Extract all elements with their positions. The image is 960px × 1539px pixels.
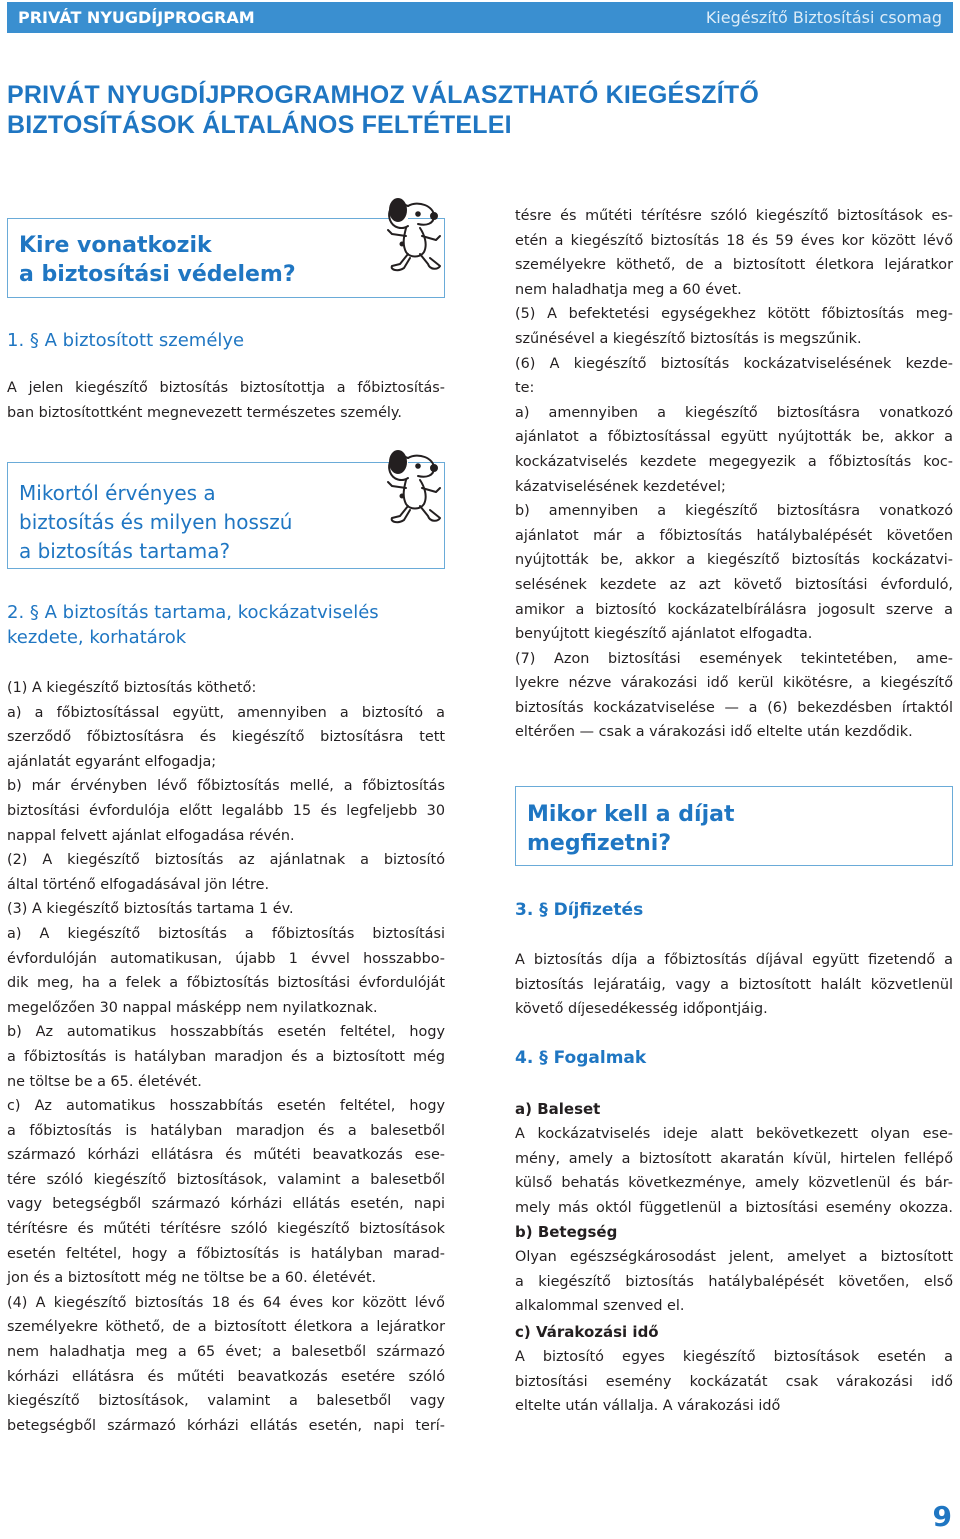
text-line: A jelen kiegészítő biztosítás biztosítottja a főbiztosítás- bbox=[7, 380, 445, 396]
text-line: által történő elfogadásával jön létre. bbox=[7, 876, 270, 893]
text-line: alkalommal szenved el. bbox=[515, 1298, 685, 1315]
text-line: b) Az automatikus hosszabbítás esetén feltétel, hogy bbox=[7, 1024, 445, 1041]
text-line: a kiegészítő biztosítás hatálybalépését követően, első bbox=[515, 1273, 953, 1290]
text-line: esetén feltétel, hogy a főbiztosítás is hatályban marad- bbox=[7, 1245, 445, 1262]
text-line: selésének kezdete az azt követő biztosítási évforduló, bbox=[515, 576, 953, 593]
text-line: megelőzően 30 nappal másképp nem nyilatkoznak. bbox=[7, 999, 378, 1016]
text-line: a) a főbiztosítással együtt, amennyiben a biztosító a bbox=[7, 704, 445, 721]
text-line: a főbiztosítás is hatályban maradjon és a balesetből bbox=[7, 1122, 445, 1139]
text-line: a főbiztosítás is hatályban maradjon és a biztosított még bbox=[7, 1048, 445, 1065]
text-line: eltérően — csak a várakozási idő eltelte után kezdődik. bbox=[515, 724, 913, 741]
text-line: etén a kiegészítő biztosítás 18 és 59 éves kor között lévő bbox=[515, 232, 953, 249]
question-box-2-line3: a biztosítás tartama? bbox=[19, 539, 231, 563]
text-line: biztosítási évfordulója előtt legalább 15 és legfeljebb 30 bbox=[7, 802, 445, 819]
text-line: biztosítás kockázatviselése — a (6) bekezdésben írtaktól bbox=[515, 699, 953, 716]
text-line: (6) A kiegészítő biztosítás kockázatviselésének kezde- bbox=[515, 355, 953, 372]
header-left: PRIVÁT NYUGDÍJPROGRAM bbox=[18, 8, 255, 27]
page-title-line1: PRIVÁT NYUGDÍJPROGRAMHOZ VÁLASZTHATÓ KIEGÉSZÍTŐ bbox=[7, 81, 760, 109]
text-line: kockázatviselés kezdete megegyezik a főbiztosítás koc- bbox=[515, 453, 953, 470]
text-line: kórházi ellátásra és műtéti beavatkozás esetére szóló bbox=[7, 1368, 445, 1385]
text-line: személyekre köthető, de a biztosított életkora a lejáratkor bbox=[7, 1319, 445, 1336]
text-line: (1) A kiegészítő biztosítás köthető: bbox=[7, 680, 257, 696]
section-4-heading: 4. § Fogalmak bbox=[515, 1048, 647, 1068]
text-line: c) Az automatikus hosszabbítás esetén feltétel, hogy bbox=[7, 1098, 445, 1115]
text-line: (3) A kiegészítő biztosítás tartama 1 év. bbox=[7, 901, 294, 918]
text-line: biztosítási esemény kockázatát csak várakozási idő bbox=[515, 1373, 953, 1390]
section-3-text bbox=[515, 948, 953, 1022]
text-line: (5) A befektetési egységekhez kötött főbiztosítás meg- bbox=[515, 306, 953, 323]
header-bar bbox=[7, 2, 953, 33]
text-line: ajánlatot már a főbiztosítás hatálybalépését követően bbox=[515, 527, 953, 544]
text-line: nyújtották be, akkor a kiegészítő biztosítás kockázatvi- bbox=[515, 552, 953, 569]
definition-a-text bbox=[515, 1122, 953, 1220]
text-line: (4) A kiegészítő biztosítás 18 és 64 éves kor között lévő bbox=[7, 1294, 445, 1311]
snoopy-icon bbox=[378, 196, 448, 280]
text-line: szerződő főbiztosításra és kiegészítő biztosításra tett bbox=[7, 729, 445, 746]
text-line: betegségből származó kórházi ellátás esetén, napi terí- bbox=[7, 1417, 445, 1434]
page-title bbox=[7, 80, 807, 140]
text-line: (7) Azon biztosítási események tekintetében, ame- bbox=[515, 650, 953, 667]
question-box-3 bbox=[515, 786, 953, 866]
text-line: Olyan egészségkárosodást jelent, amelyet a biztosított bbox=[515, 1249, 953, 1265]
text-line: amikor a biztosító kockázatelbírálásra jogosult szerve a bbox=[515, 601, 953, 618]
text-line: térítésre és műtéti térítésre szóló kiegészítő biztosítások bbox=[7, 1221, 445, 1238]
text-line: dik meg, ha a felek a főbiztosítás biztosítási évfordulóját bbox=[7, 975, 445, 992]
text-line: tésre és műtéti térítésre szóló kiegészítő biztosítások es- bbox=[515, 208, 953, 224]
text-line: kiegészítő biztosítások, valamint a balesetből vagy bbox=[7, 1393, 445, 1410]
text-line: ajánlatát egyaránt elfogadja; bbox=[7, 753, 217, 770]
question-box-3-line1: Mikor kell a díjat bbox=[527, 802, 735, 827]
text-line: jon és a biztosított még ne töltse be a 60. életévét. bbox=[7, 1270, 377, 1287]
text-line: nappal felvett ajánlat elfogadása révén. bbox=[7, 827, 295, 844]
text-line: tére szóló kiegészítő biztosítások, valamint a balesetből bbox=[7, 1171, 445, 1188]
text-line: szűnésével a kiegészítő biztosítás is megszűnik. bbox=[515, 330, 862, 347]
definition-c-title: c) Várakozási idő bbox=[515, 1323, 659, 1341]
text-line: (2) A kiegészítő biztosítás az ajánlatnak a biztosító bbox=[7, 852, 445, 869]
text-line: A biztosító egyes kiegészítő biztosítások esetén a bbox=[515, 1349, 953, 1365]
definition-c-text bbox=[515, 1345, 953, 1419]
text-line: biztosítás lejáratáig, vagy a biztosított halált közvetlenül bbox=[515, 976, 953, 993]
text-line: kázatviselésének kezdetével; bbox=[515, 478, 726, 495]
text-line: eltelte után vállalja. A várakozási idő bbox=[515, 1398, 781, 1415]
section-2-text bbox=[7, 676, 445, 1438]
text-line: te: bbox=[515, 380, 535, 397]
section-1-text bbox=[7, 376, 445, 425]
text-line: követő díjesedékesség időpontjáig. bbox=[515, 1001, 768, 1018]
text-line: benyújtott kiegészítő ajánlatot elfogadta. bbox=[515, 626, 813, 643]
text-line: személyekre köthető, de a biztosított életkora lejáratkor bbox=[515, 257, 953, 274]
text-line: a) amennyiben a kiegészítő biztosításra vonatkozó bbox=[515, 404, 953, 421]
question-box-1-line2: a biztosítási védelem? bbox=[19, 262, 296, 287]
text-line: nem haladhatja meg a 60 évet. bbox=[515, 281, 742, 298]
definition-b-title: b) Betegség bbox=[515, 1223, 618, 1241]
text-line: külső behatás következménye, amely közvetlenül és bár- bbox=[515, 1175, 953, 1192]
text-line: nem haladhatja meg a 65 évet; a balesetből származó bbox=[7, 1344, 445, 1361]
text-line: vagy betegségből származó kórházi ellátás esetén, napi bbox=[7, 1196, 445, 1213]
text-line: A kockázatviselés ideje alatt bekövetkezett olyan ese- bbox=[515, 1126, 953, 1142]
section-2-heading-line2: kezdete, korhatárok bbox=[7, 627, 187, 648]
text-line: évfordulóján automatikusan, újabb 1 évvel hosszabbo- bbox=[7, 950, 445, 967]
right-column-text bbox=[515, 204, 953, 745]
page-title-line2: BIZTOSÍTÁSOK ÁLTALÁNOS FELTÉTELEI bbox=[7, 111, 512, 139]
definition-b-text bbox=[515, 1245, 953, 1319]
page-number: 9 bbox=[932, 1500, 952, 1533]
text-line: mely más októl függetlenül a biztosítási esemény okozza. bbox=[515, 1199, 953, 1216]
question-box-1-line1: Kire vonatkozik bbox=[19, 233, 212, 258]
question-box-2-line2: biztosítás és milyen hosszú bbox=[19, 510, 293, 534]
text-line: ne töltse be a 65. életévét. bbox=[7, 1073, 202, 1090]
question-box-2-line1: Mikortól érvényes a bbox=[19, 481, 216, 505]
section-3-heading: 3. § Díjfizetés bbox=[515, 900, 644, 920]
section-2-heading-line1: 2. § A biztosítás tartama, kockázatviselés bbox=[7, 602, 379, 623]
section-1-heading: 1. § A biztosított személye bbox=[7, 330, 245, 351]
section-2-heading bbox=[7, 600, 379, 650]
text-line: lyekre nézve várakozási idő kerül kikötésre, a kiegészítő bbox=[515, 675, 953, 692]
text-line: b) már érvényben lévő főbiztosítás mellé, a főbiztosítás bbox=[7, 778, 445, 795]
definition-a-title: a) Baleset bbox=[515, 1100, 601, 1118]
text-line: a) A kiegészítő biztosítás a főbiztosítás biztosítási bbox=[7, 925, 445, 942]
text-line: ajánlatot a főbiztosítással együtt nyújtották be, akkor a bbox=[515, 429, 953, 446]
text-line: A biztosítás díja a főbiztosítás díjával együtt fizetendő a bbox=[515, 952, 953, 968]
text-line: mény, amely a biztosított akaratán kívül, hirtelen fellépő bbox=[515, 1150, 953, 1167]
question-box-3-line2: megfizetni? bbox=[527, 831, 672, 856]
snoopy-icon bbox=[378, 448, 448, 532]
text-line: származó kórházi ellátásra és műtéti beavatkozás ese- bbox=[7, 1147, 445, 1164]
text-line: b) amennyiben a kiegészítő biztosításra vonatkozó bbox=[515, 503, 953, 520]
text-line: ban biztosítottként megnevezett természetes személy. bbox=[7, 404, 402, 421]
header-right: Kiegészítő Biztosítási csomag bbox=[705, 8, 942, 27]
